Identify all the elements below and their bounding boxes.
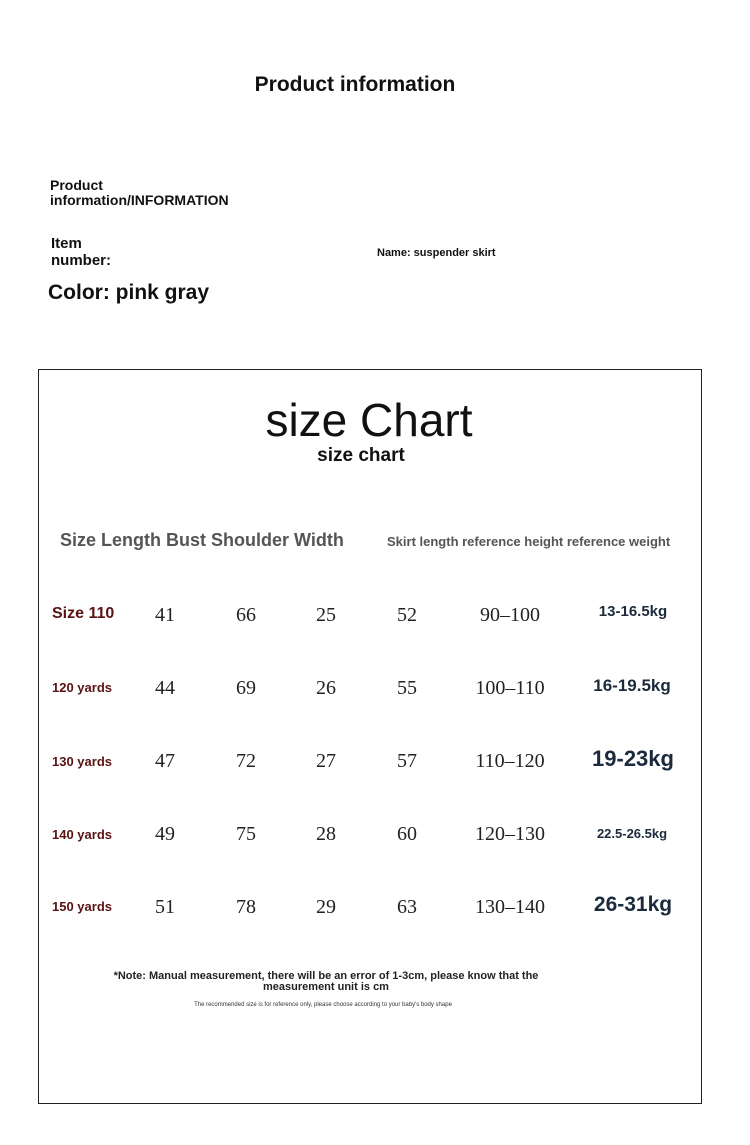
size-chart-frame [38,369,702,1104]
item-number-label: Item number: [51,235,111,269]
cell-weight: 19-23kg [592,746,674,771]
cell-bust: 78 [236,896,256,918]
cell-skirt-length: 57 [397,750,417,772]
cell-weight: 13-16.5kg [598,603,668,620]
product-name: Name: suspender skirt [377,247,496,259]
size-chart-subtitle: size chart [317,445,405,466]
cell-bust: 72 [236,750,256,772]
size-chart-title: size Chart [265,394,473,446]
cell-length: 41 [155,604,175,626]
cell-skirt-length: 60 [397,823,417,845]
cell-shoulder: 29 [316,896,336,918]
measurement-note: *Note: Manual measurement, there will be an error of 1-3cm, please know that the measurement unit is cm [113,970,539,993]
cell-weight: 26-31kg [593,893,673,916]
cell-bust: 69 [236,677,256,699]
cell-skirt-length: 63 [397,896,417,918]
column-header-left: Size Length Bust Shoulder Width [60,530,344,550]
cell-bust: 75 [236,823,256,845]
cell-length: 49 [155,823,175,845]
cell-height: 120–130 [475,823,545,845]
row-size-label: 130 yards [52,754,112,769]
row-size-label: 120 yards [52,680,112,695]
cell-length: 51 [155,896,175,918]
column-header-right: Skirt length reference height reference weight [387,534,671,549]
reference-note: The recommended size is for reference only, please choose according to your baby's body shape [194,1002,452,1008]
cell-height: 110–120 [475,750,545,772]
cell-skirt-length: 52 [397,604,417,626]
info-heading: Product information/INFORMATION [50,177,229,208]
cell-height: 130–140 [475,896,545,918]
cell-length: 47 [155,750,175,772]
cell-shoulder: 27 [316,750,336,772]
row-size-label: Size 110 [52,605,115,622]
cell-shoulder: 26 [316,677,336,699]
cell-weight: 22.5-26.5kg [596,826,668,841]
cell-shoulder: 25 [316,604,336,626]
product-color: Color: pink gray [48,281,210,304]
cell-length: 44 [155,677,175,699]
cell-height: 100–110 [475,677,545,699]
cell-skirt-length: 55 [397,677,417,699]
cell-weight: 16-19.5kg [593,676,671,695]
row-size-label: 150 yards [52,899,112,914]
row-size-label: 140 yards [52,827,112,842]
cell-shoulder: 28 [316,823,336,845]
cell-bust: 66 [236,604,256,626]
cell-height: 90–100 [480,604,540,626]
page-title: Product information [254,73,456,96]
